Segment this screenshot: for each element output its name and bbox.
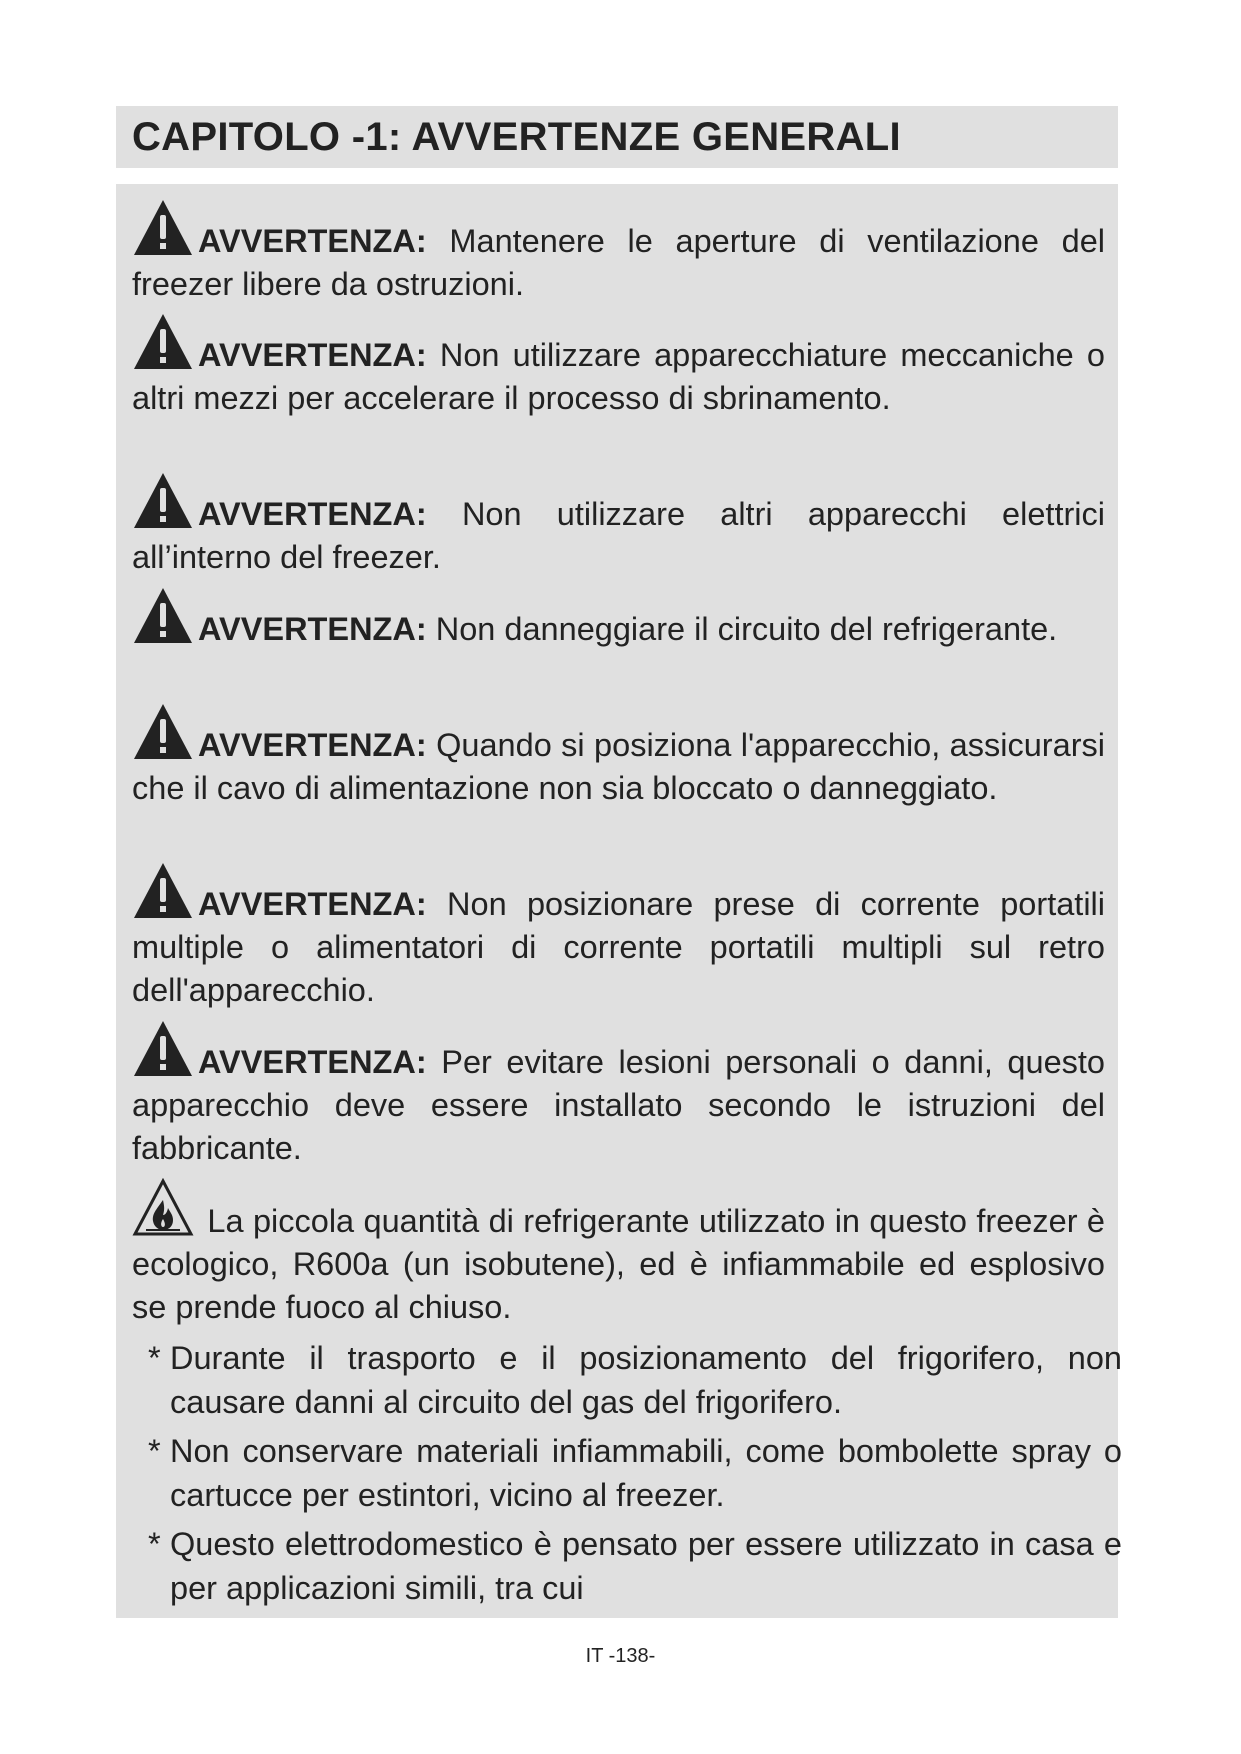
list-item <box>148 1522 1122 1610</box>
warning-label: AVVERTENZA: <box>198 727 427 763</box>
warning-label: AVVERTENZA: <box>198 337 427 373</box>
warning-triangle-icon <box>132 702 194 762</box>
warning-item <box>132 312 1105 420</box>
warning-text: Non utilizzare altri apparecchi elettrici all’interno del freezer. <box>132 496 1105 575</box>
warning-triangle-icon <box>132 861 194 921</box>
warning-item <box>132 1019 1105 1170</box>
flammable-note <box>132 1178 1105 1329</box>
chapter-header <box>116 106 1118 168</box>
warning-text: Quando si posiziona l'apparecchio, assicurarsi che il cavo di alimentazione non sia bloccato o danneggiato. <box>132 727 1105 806</box>
list-item <box>148 1336 1122 1424</box>
warning-label: AVVERTENZA: <box>198 223 427 259</box>
bullet-text: Questo elettrodomestico è pensato per essere utilizzato in casa e per applicazioni simili, tra cui <box>170 1526 1122 1606</box>
warning-label: AVVERTENZA: <box>198 886 427 922</box>
warning-label: AVVERTENZA: <box>198 496 427 532</box>
flammable-icon <box>132 1178 194 1238</box>
warning-item <box>132 471 1105 579</box>
list-item <box>148 1429 1122 1517</box>
warning-triangle-icon <box>132 198 194 258</box>
warning-text: Mantenere le aperture di ventilazione del freezer libere da ostruzioni. <box>132 223 1105 302</box>
warning-label: AVVERTENZA: <box>198 611 427 647</box>
warning-item <box>132 702 1105 810</box>
warning-text: Non utilizzare apparecchiature meccaniche o altri mezzi per accelerare il processo di sbrinamento. <box>132 337 1105 416</box>
bullet-text: Durante il trasporto e il posizionamento del frigorifero, non causare danni al circuito del gas del frigorifero. <box>170 1340 1122 1420</box>
bullet-marker: * <box>148 1526 161 1562</box>
bullet-text: Non conservare materiali infiammabili, come bombolette spray o cartucce per estintori, vicino al freezer. <box>170 1433 1122 1513</box>
chapter-title: CAPITOLO -1: AVVERTENZE GENERALI <box>132 115 901 159</box>
bullet-marker: * <box>148 1340 161 1376</box>
warning-text: Non posizionare prese di corrente portatili multiple o alimentatori di corrente portatili multipli sul retro dell'apparecchio. <box>132 886 1105 1008</box>
warning-item <box>132 586 1105 651</box>
bullet-marker: * <box>148 1433 161 1469</box>
warnings-panel <box>116 184 1122 1618</box>
warning-item <box>132 861 1105 1012</box>
warning-triangle-icon <box>132 312 194 372</box>
flammable-note-text: La piccola quantità di refrigerante utilizzato in questo freezer è ecologico, R600a (un isobutene), ed è infiammabile ed esplosivo se prende fuoco al chiuso. <box>132 1203 1105 1325</box>
warning-label: AVVERTENZA: <box>198 1044 427 1080</box>
warning-triangle-icon <box>132 586 194 646</box>
warning-item <box>132 198 1105 306</box>
warning-text: Non danneggiare il circuito del refrigerante. <box>426 611 1058 647</box>
warning-text: Per evitare lesioni personali o danni, questo apparecchio deve essere installato secondo le istruzioni del fabbricante. <box>132 1044 1105 1166</box>
page-number: IT -138- <box>585 1645 656 1667</box>
warning-triangle-icon <box>132 1019 194 1079</box>
warning-triangle-icon <box>132 471 194 531</box>
